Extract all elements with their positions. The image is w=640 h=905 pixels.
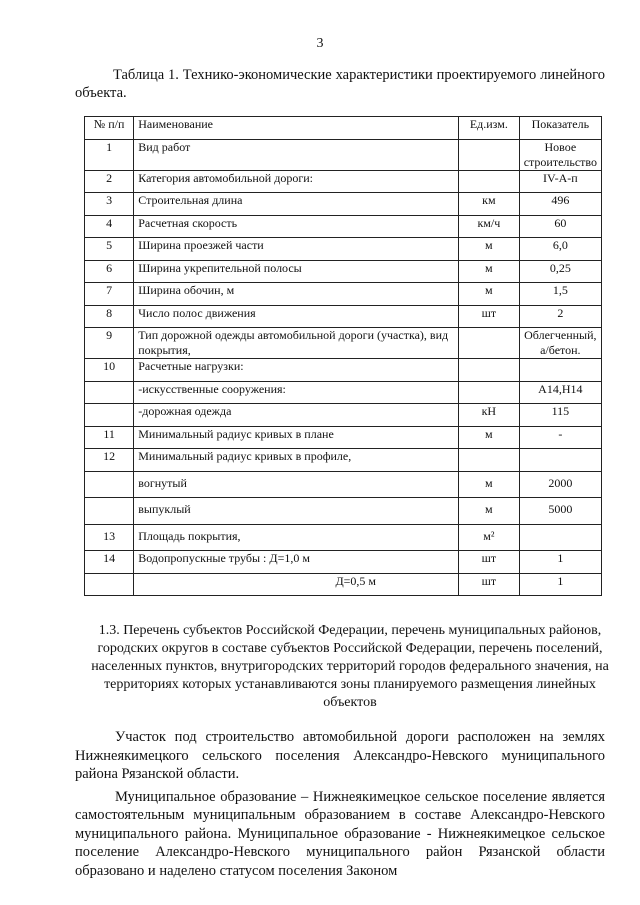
cell-name: Строительная длина	[134, 193, 459, 216]
cell-name: Площадь покрытия,	[134, 524, 459, 551]
cell-value: 1	[519, 573, 601, 596]
table-row	[85, 498, 602, 525]
cell-value: 496	[519, 193, 601, 216]
table-row	[85, 524, 602, 551]
cell-name: Минимальный радиус кривых в профиле,	[134, 449, 459, 472]
cell-number: 10	[85, 359, 134, 382]
cell-number: 5	[85, 238, 134, 261]
cell-unit: м	[459, 238, 520, 261]
cell-unit: м	[459, 260, 520, 283]
table-row	[85, 328, 602, 359]
column-header-name: Наименование	[134, 117, 459, 140]
cell-number	[85, 573, 134, 596]
cell-value: 6,0	[519, 238, 601, 261]
cell-value	[519, 449, 601, 472]
column-header-unit: Ед.изм.	[459, 117, 520, 140]
cell-number: 7	[85, 283, 134, 306]
table-row	[85, 139, 602, 170]
cell-unit	[459, 328, 520, 359]
table-row	[85, 381, 602, 404]
cell-unit: м²	[459, 524, 520, 551]
cell-unit: м	[459, 471, 520, 498]
cell-number: 9	[85, 328, 134, 359]
cell-name: выпуклый	[134, 498, 459, 525]
cell-number: 13	[85, 524, 134, 551]
cell-number: 8	[85, 305, 134, 328]
cell-number: 14	[85, 551, 134, 574]
cell-value: А14,Н14	[519, 381, 601, 404]
cell-number: 11	[85, 426, 134, 449]
cell-value: -	[519, 426, 601, 449]
specs-table	[84, 116, 602, 596]
cell-unit	[459, 359, 520, 382]
cell-unit: км/ч	[459, 215, 520, 238]
cell-value: 115	[519, 404, 601, 427]
cell-name: Минимальный радиус кривых в плане	[134, 426, 459, 449]
cell-number	[85, 381, 134, 404]
cell-number: 6	[85, 260, 134, 283]
table-row	[85, 551, 602, 574]
table-header-row	[85, 117, 602, 140]
cell-name: Ширина проезжей части	[134, 238, 459, 261]
cell-unit	[459, 381, 520, 404]
table-row	[85, 404, 602, 427]
section-heading: 1.3. Перечень субъектов Российской Федерации, перечень муниципальных районов, городских округов в составе субъектов Российской Федерации, перечень поселений, населенных пунктов, внутригородских территорий городов федерального значения, на территориях которых устанавливаются зоны планируемого размещения линейных объектов	[91, 623, 609, 710]
cell-name: Число полос движения	[134, 305, 459, 328]
cell-name: Вид работ	[134, 139, 459, 170]
cell-number	[85, 498, 134, 525]
page-number: 3	[316, 36, 324, 51]
cell-number: 4	[85, 215, 134, 238]
table-row	[85, 471, 602, 498]
table-row	[85, 426, 602, 449]
cell-value: Облегченный, а/бетон.	[519, 328, 601, 359]
cell-number: 12	[85, 449, 134, 472]
cell-unit	[459, 449, 520, 472]
cell-name: Категория автомобильной дороги:	[134, 170, 459, 193]
cell-unit: шт	[459, 573, 520, 596]
cell-value: Новое строительство	[519, 139, 601, 170]
table-row	[85, 170, 602, 193]
cell-unit: шт	[459, 551, 520, 574]
cell-unit: м	[459, 426, 520, 449]
table-row	[85, 573, 602, 596]
paragraph: Муниципальное образование – Нижнеякимецкое сельское поселение является самостоятельным муниципальным образованием в составе Александро-Невского муниципального района. Муниципальное образование - Нижнеякимецкое сельское поселение Александро-Невского муниципального район Рязанской области образовано и наделено статусом поселения Законом	[75, 788, 605, 879]
paragraph: Участок под строительство автомобильной дороги расположен на землях Нижнеякимецкого сельского поселения Александро-Невского муниципального района Рязанской области.	[75, 729, 605, 782]
cell-name: -дорожная одежда	[134, 404, 459, 427]
cell-value: 2	[519, 305, 601, 328]
cell-number	[85, 404, 134, 427]
cell-value: 2000	[519, 471, 601, 498]
table-row	[85, 305, 602, 328]
body-text	[75, 728, 605, 884]
cell-name: Тип дорожной одежды автомобильной дороги (участка), вид покрытия,	[134, 328, 459, 359]
cell-value	[519, 359, 601, 382]
table-row	[85, 359, 602, 382]
cell-name: Водопропускные трубы : Д=1,0 м	[134, 551, 459, 574]
table-row	[85, 449, 602, 472]
cell-name: Ширина обочин, м	[134, 283, 459, 306]
cell-value: IV-А-п	[519, 170, 601, 193]
cell-unit: шт	[459, 305, 520, 328]
cell-unit: м	[459, 283, 520, 306]
cell-name: Д=0,5 м	[134, 573, 459, 596]
cell-value	[519, 524, 601, 551]
table-row	[85, 260, 602, 283]
cell-name: вогнутый	[134, 471, 459, 498]
cell-name: -искусственные сооружения:	[134, 381, 459, 404]
cell-number: 1	[85, 139, 134, 170]
cell-unit: кН	[459, 404, 520, 427]
cell-unit	[459, 139, 520, 170]
cell-number	[85, 471, 134, 498]
cell-number: 3	[85, 193, 134, 216]
cell-value: 1	[519, 551, 601, 574]
table-row	[85, 238, 602, 261]
cell-unit: м	[459, 498, 520, 525]
cell-name: Расчетная скорость	[134, 215, 459, 238]
cell-unit: км	[459, 193, 520, 216]
cell-value: 1,5	[519, 283, 601, 306]
cell-value: 5000	[519, 498, 601, 525]
table-row	[85, 283, 602, 306]
cell-value: 60	[519, 215, 601, 238]
cell-unit	[459, 170, 520, 193]
cell-name: Расчетные нагрузки:	[134, 359, 459, 382]
cell-number: 2	[85, 170, 134, 193]
column-header-number: № п/п	[85, 117, 134, 140]
table-row	[85, 193, 602, 216]
cell-name: Ширина укрепительной полосы	[134, 260, 459, 283]
table-row	[85, 215, 602, 238]
cell-value: 0,25	[519, 260, 601, 283]
table-caption: Таблица 1. Технико-экономические характеристики проектируемого линейного объекта.	[75, 67, 605, 101]
column-header-value: Показатель	[519, 117, 601, 140]
